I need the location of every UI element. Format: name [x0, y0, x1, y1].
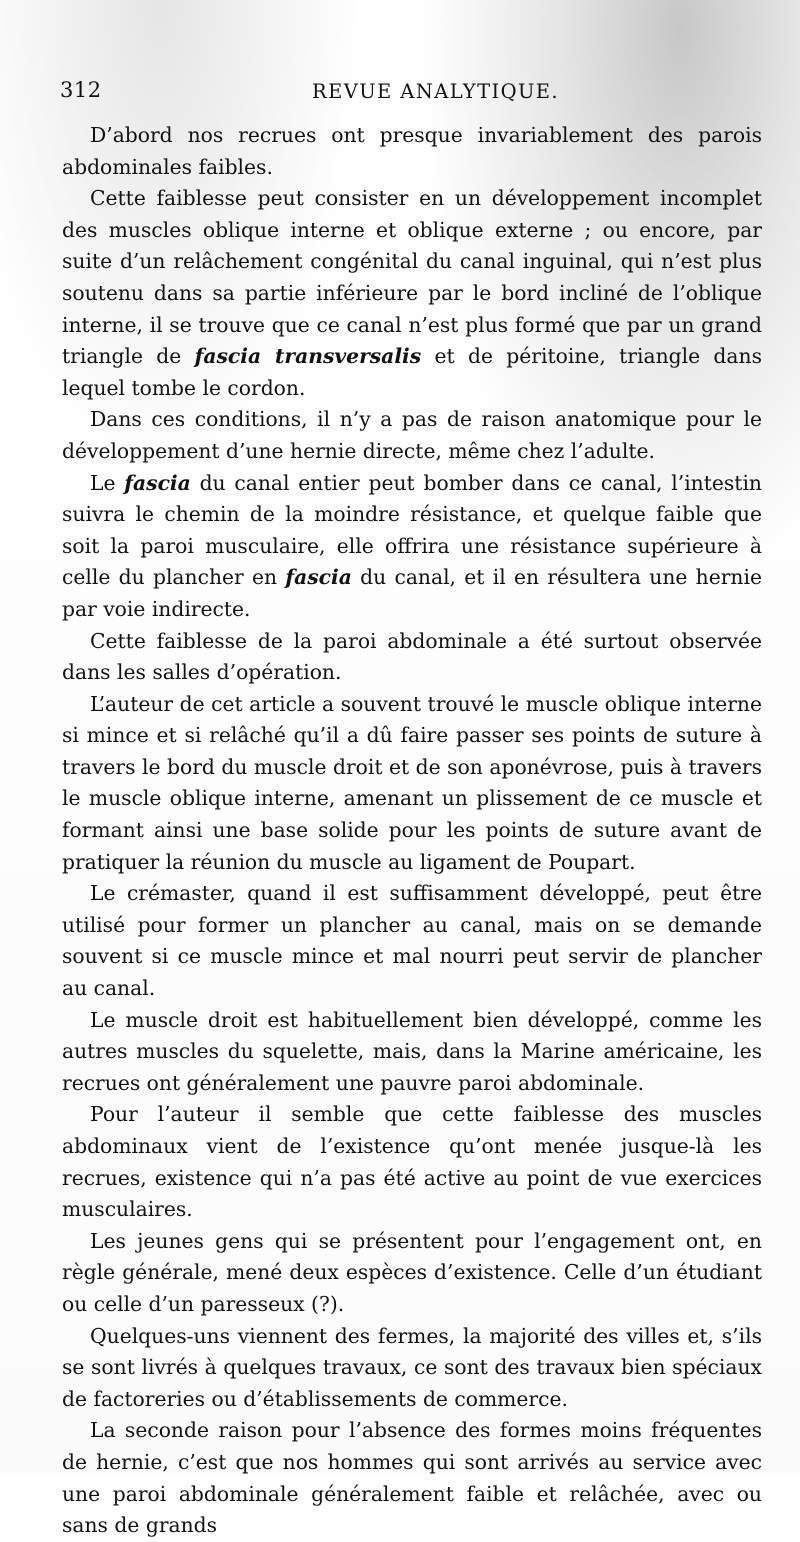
body-text [62, 120, 762, 1542]
paragraph: Cette faiblesse peut consister en un développement incomplet des muscles oblique interne et oblique externe ; ou encore, par suite d’un relâchement congénital du canal inguinal, qui n’est plus soutenu dans sa partie inférieure par le bord incliné de l’oblique interne, il se trouve que ce canal n’est plus formé que par un grand triangle de fascia transversalis et de péritoine, triangle dans lequel tombe le cordon. [62, 186, 762, 400]
paragraph: Cette faiblesse de la paroi abdominale a été surtout observée dans les salles d’opération. [62, 628, 762, 685]
paragraph: La seconde raison pour l’absence des formes moins fréquentes de hernie, c’est que nos hommes qui sont arrivés au service avec une paroi abdominale généralement faible et relâchée, avec ou sans de grands [62, 1418, 762, 1538]
paragraph: Le fascia du canal entier peut bomber dans ce canal, l’intestin suivra le chemin de la moindre résistance, et quelque faible que soit la paroi musculaire, elle offrira une résistance supérieure à celle du plancher en fascia du canal, et il en résultera une hernie par voie indirecte. [62, 470, 762, 621]
paragraph: Le muscle droit est habituellement bien développé, comme les autres muscles du squelette, mais, dans la Marine américaine, les recrues ont généralement une pauvre paroi abdominale. [62, 1007, 762, 1095]
paragraph: D’abord nos recrues ont presque invariablement des parois abdominales faibles. [62, 123, 762, 179]
paragraph: Pour l’auteur il semble que cette faiblesse des muscles abdominaux vient de l’existence qu’ont menée jusque-là les recrues, existence qui n’a pas été active au point de vue exercices musculaires. [62, 1102, 762, 1222]
paragraph: Les jeunes gens qui se présentent pour l’engagement ont, en règle générale, mené deux espèces d’existence. Celle d’un étudiant ou celle d’un paresseux (?). [62, 1228, 762, 1316]
paragraph: Quelques-uns viennent des fermes, la majorité des villes et, s’ils se sont livrés à quelques travaux, ce sont des travaux bien spéciaux de factoreries ou d’établissements de commerce. [62, 1323, 762, 1411]
italic-term: fascia [285, 565, 352, 590]
paragraph: L’auteur de cet article a souvent trouvé le muscle oblique interne si mince et si relâché qu’il a dû faire passer ses points de suture à travers le bord du muscle droit et de son aponévrose, puis à travers le muscle oblique interne, amenant un plissement de ce muscle et formant ainsi une base solide pour les points de suture avant de pratiquer la réunion du muscle au ligament de Poupart. [62, 691, 762, 874]
page-header [60, 78, 760, 112]
italic-term: fascia [124, 470, 191, 495]
paragraph: Dans ces conditions, il n’y a pas de raison anatomique pour le développement d’une hernie directe, même chez l’adulte. [62, 407, 762, 463]
paragraph: Le crémaster, quand il est suffisamment développé, peut être utilisé pour former un plancher au canal, mais on se demande souvent si ce muscle mince et mal nourri peut servir de plancher au canal. [62, 881, 762, 1001]
page-number: 312 [60, 78, 102, 102]
italic-term: fascia transversalis [194, 344, 422, 369]
running-title: REVUE ANALYTIQUE. [312, 80, 560, 103]
